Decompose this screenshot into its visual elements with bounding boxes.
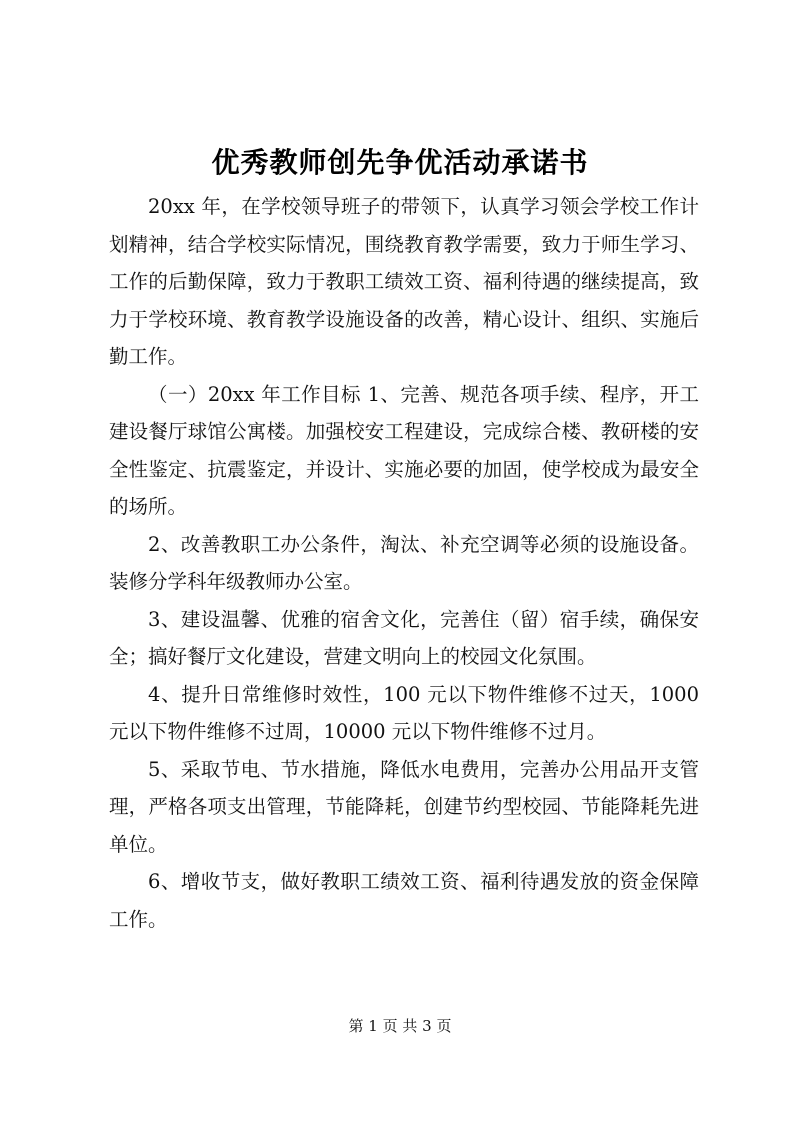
document-title: 优秀教师创先争优活动承诺书: [211, 146, 589, 179]
paragraph-goal-3: 3、建设温馨、优雅的宿舍文化，完善住（留）宿手续，确保安全；搞好餐厅文化建设，营建文明向上的校园文化氛围。: [109, 607, 699, 668]
paragraph-goal-6: 6、增收节支，做好教职工绩效工资、福利待遇发放的资金保障工作。: [109, 870, 699, 931]
paragraph-goal-4: 4、提升日常维修时效性，100 元以下物件维修不过天，1000 元以下物件维修不过周，10000 元以下物件维修不过月。: [109, 682, 699, 743]
paragraph-goal-2: 2、改善教职工办公条件，淘汰、补充空调等必须的设施设备。装修分学科年级教师办公室。: [109, 532, 699, 593]
page-number-footer: 第 1 页 共 3 页: [348, 1017, 452, 1035]
paragraph-intro: 20xx 年，在学校领导班子的带领下，认真学习领会学校工作计划精神，结合学校实际情况，围绕教育教学需要，致力于师生学习、工作的后勤保障，致力于教职工绩效工资、福利待遇的继续提高，致力于学校环境、教育教学设施设备的改善，精心设计、组织、实施后勤工作。: [109, 195, 699, 368]
document-body: [109, 188, 699, 938]
paragraph-goal-1: （一）20xx 年工作目标 1、完善、规范各项手续、程序，开工建设餐厅球馆公寓楼。加强校安工程建设，完成综合楼、教研楼的安全性鉴定、抗震鉴定，并设计、实施必要的加固，使学校成为最安全的场所。: [109, 382, 699, 518]
paragraph-goal-5: 5、采取节电、节水措施，降低水电费用，完善办公用品开支管理，严格各项支出管理，节能降耗，创建节约型校园、节能降耗先进单位。: [109, 757, 699, 856]
